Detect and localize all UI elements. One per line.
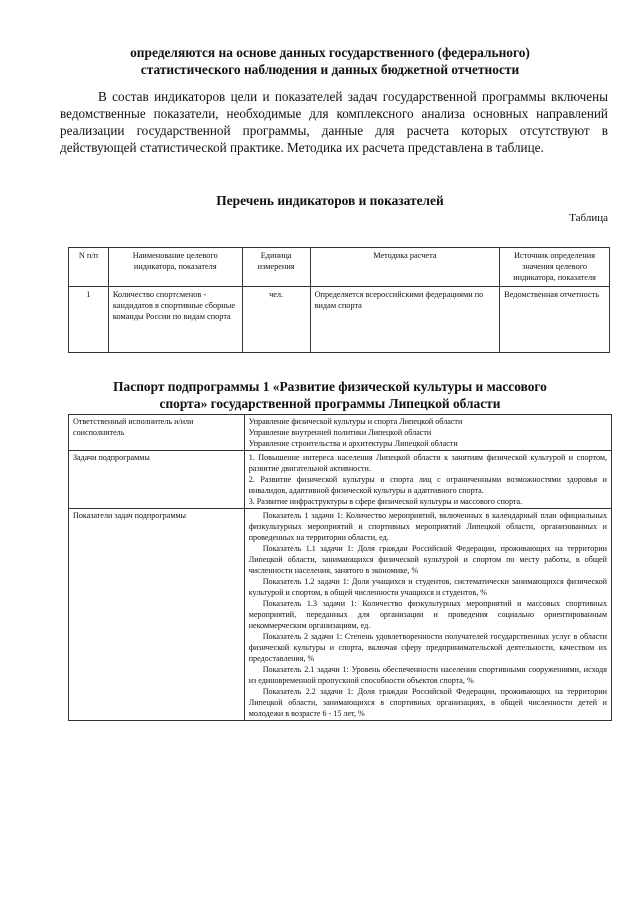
passport-title-line-1: Паспорт подпрограммы 1 «Развитие физической культуры и массового	[113, 379, 547, 394]
passport-value	[244, 451, 611, 509]
header-cell-unit: Единица измерения	[242, 248, 310, 287]
passport-title	[60, 378, 600, 412]
header-cell-name: Наименование целевого индикатора, показателя	[108, 248, 242, 287]
passport-label: Показатели задач подпрограммы	[69, 509, 245, 721]
passport-title-line-2: спорта» государственной программы Липецкой области	[159, 396, 501, 411]
executor-line: Управление внутренней политики Липецкой области	[248, 428, 432, 437]
indicators-title: Перечень индикаторов и показателей	[216, 193, 444, 208]
passport-label: Ответственный исполнитель и/или соисполнитель	[69, 415, 245, 451]
indicator-line: Показатель 1.2 задачи 1: Доля учащихся и студентов, систематически занимающихся физической культурой и спортом, в общей численности учащихся и студентов, %	[248, 577, 607, 597]
indicators-header-row	[69, 248, 610, 287]
intro-paragraph: В состав индикаторов цели и показателей задач государственной программы включены ведомственные показатели, необходимые для комплексного анализа основных направлений реализации государственной программы, данные для расчета которых отсутствуют в действующей статистической практике. Методика их расчета представлена в таблице.	[60, 89, 608, 155]
executor-line: Управление физической культуры и спорта Липецкой области	[248, 417, 463, 426]
passport-value	[244, 415, 611, 451]
passport-table	[68, 414, 612, 721]
task-line: 1. Повышение интереса населения Липецкой области к занятиям физической культурой и спортом, развитие двигательной активности.	[248, 453, 607, 473]
passport-value	[244, 509, 611, 721]
header-cell-num: N п/п	[69, 248, 109, 287]
row-source: Ведомственная отчетность	[500, 286, 610, 352]
indicator-line: Показатель 1 задачи 1: Количество мероприятий, включенных в календарный план официальных физкультурных мероприятий и спортивных мероприятий Липецкой области, организованных и проведенных на территории области, ед.	[248, 511, 607, 542]
executor-line: Управление строительства и архитектуры Липецкой области	[248, 439, 458, 448]
row-name: Количество спортсменов - кандидатов в спортивные сборные команды России по видам спорта	[108, 286, 242, 352]
header-cell-source: Источник определения значения целевого индикатора, показателя	[500, 248, 610, 287]
top-heading-line-2: статистического наблюдения и данных бюджетной отчетности	[140, 62, 520, 77]
indicator-line: Показатель 2.1 задачи 1: Уровень обеспеченности населения спортивными сооружениями, исходя из единовременной пропускной способности объектов спорта, %	[248, 665, 607, 685]
top-heading-line-1: определяются на основе данных государственного (федерального)	[130, 45, 530, 60]
passport-row-tasks	[69, 451, 612, 509]
header-cell-method: Методика расчета	[310, 248, 500, 287]
indicator-line: Показатель 1.1 задачи 1: Доля граждан Российской Федерации, проживающих на территории Липецкой области, занимающихся физической культурой и спортом по месту работы, в общей численности населения, занятого в экономике, %	[248, 544, 607, 575]
task-line: 3. Развитие инфраструктуры в сфере физической культуры и массового спорта.	[248, 497, 523, 506]
indicator-line: Показатель 1.3 задачи 1: Количество физкультурных мероприятий и массовых спортивных мероприятий, переданных для организации и проведения социально ориентированным некоммерческим организациям, ед.	[248, 599, 607, 630]
indicator-line: Показатель 2 задачи 1: Степень удовлетворенности получателей государственных услуг в области физической культуры и спорта, включая сферу предпринимательской деятельности, качеством их предоставления, %	[248, 632, 607, 663]
top-heading	[60, 44, 600, 78]
passport-row-indicators	[69, 509, 612, 721]
row-method: Определяется всероссийскими федерациями по видам спорта	[310, 286, 500, 352]
row-unit: чел.	[242, 286, 310, 352]
table-label: Таблица	[569, 212, 608, 224]
indicators-table	[68, 247, 610, 353]
task-line: 2. Развитие физической культуры и спорта лиц с ограниченными возможностями здоровья и инвалидов, адаптивной физической культуры и адаптивного спорта.	[248, 475, 607, 495]
passport-row-executors	[69, 415, 612, 451]
table-row	[69, 286, 610, 352]
row-num: 1	[69, 286, 109, 352]
passport-label: Задачи подпрограммы	[69, 451, 245, 509]
indicator-line: Показатель 2.2 задачи 1: Доля граждан Российской Федерации, проживающих на территории Липецкой области, занимающихся в спортивных организациях, в общей численности детей и молодежи в возрасте 6 - 15 лет, %	[248, 687, 607, 718]
